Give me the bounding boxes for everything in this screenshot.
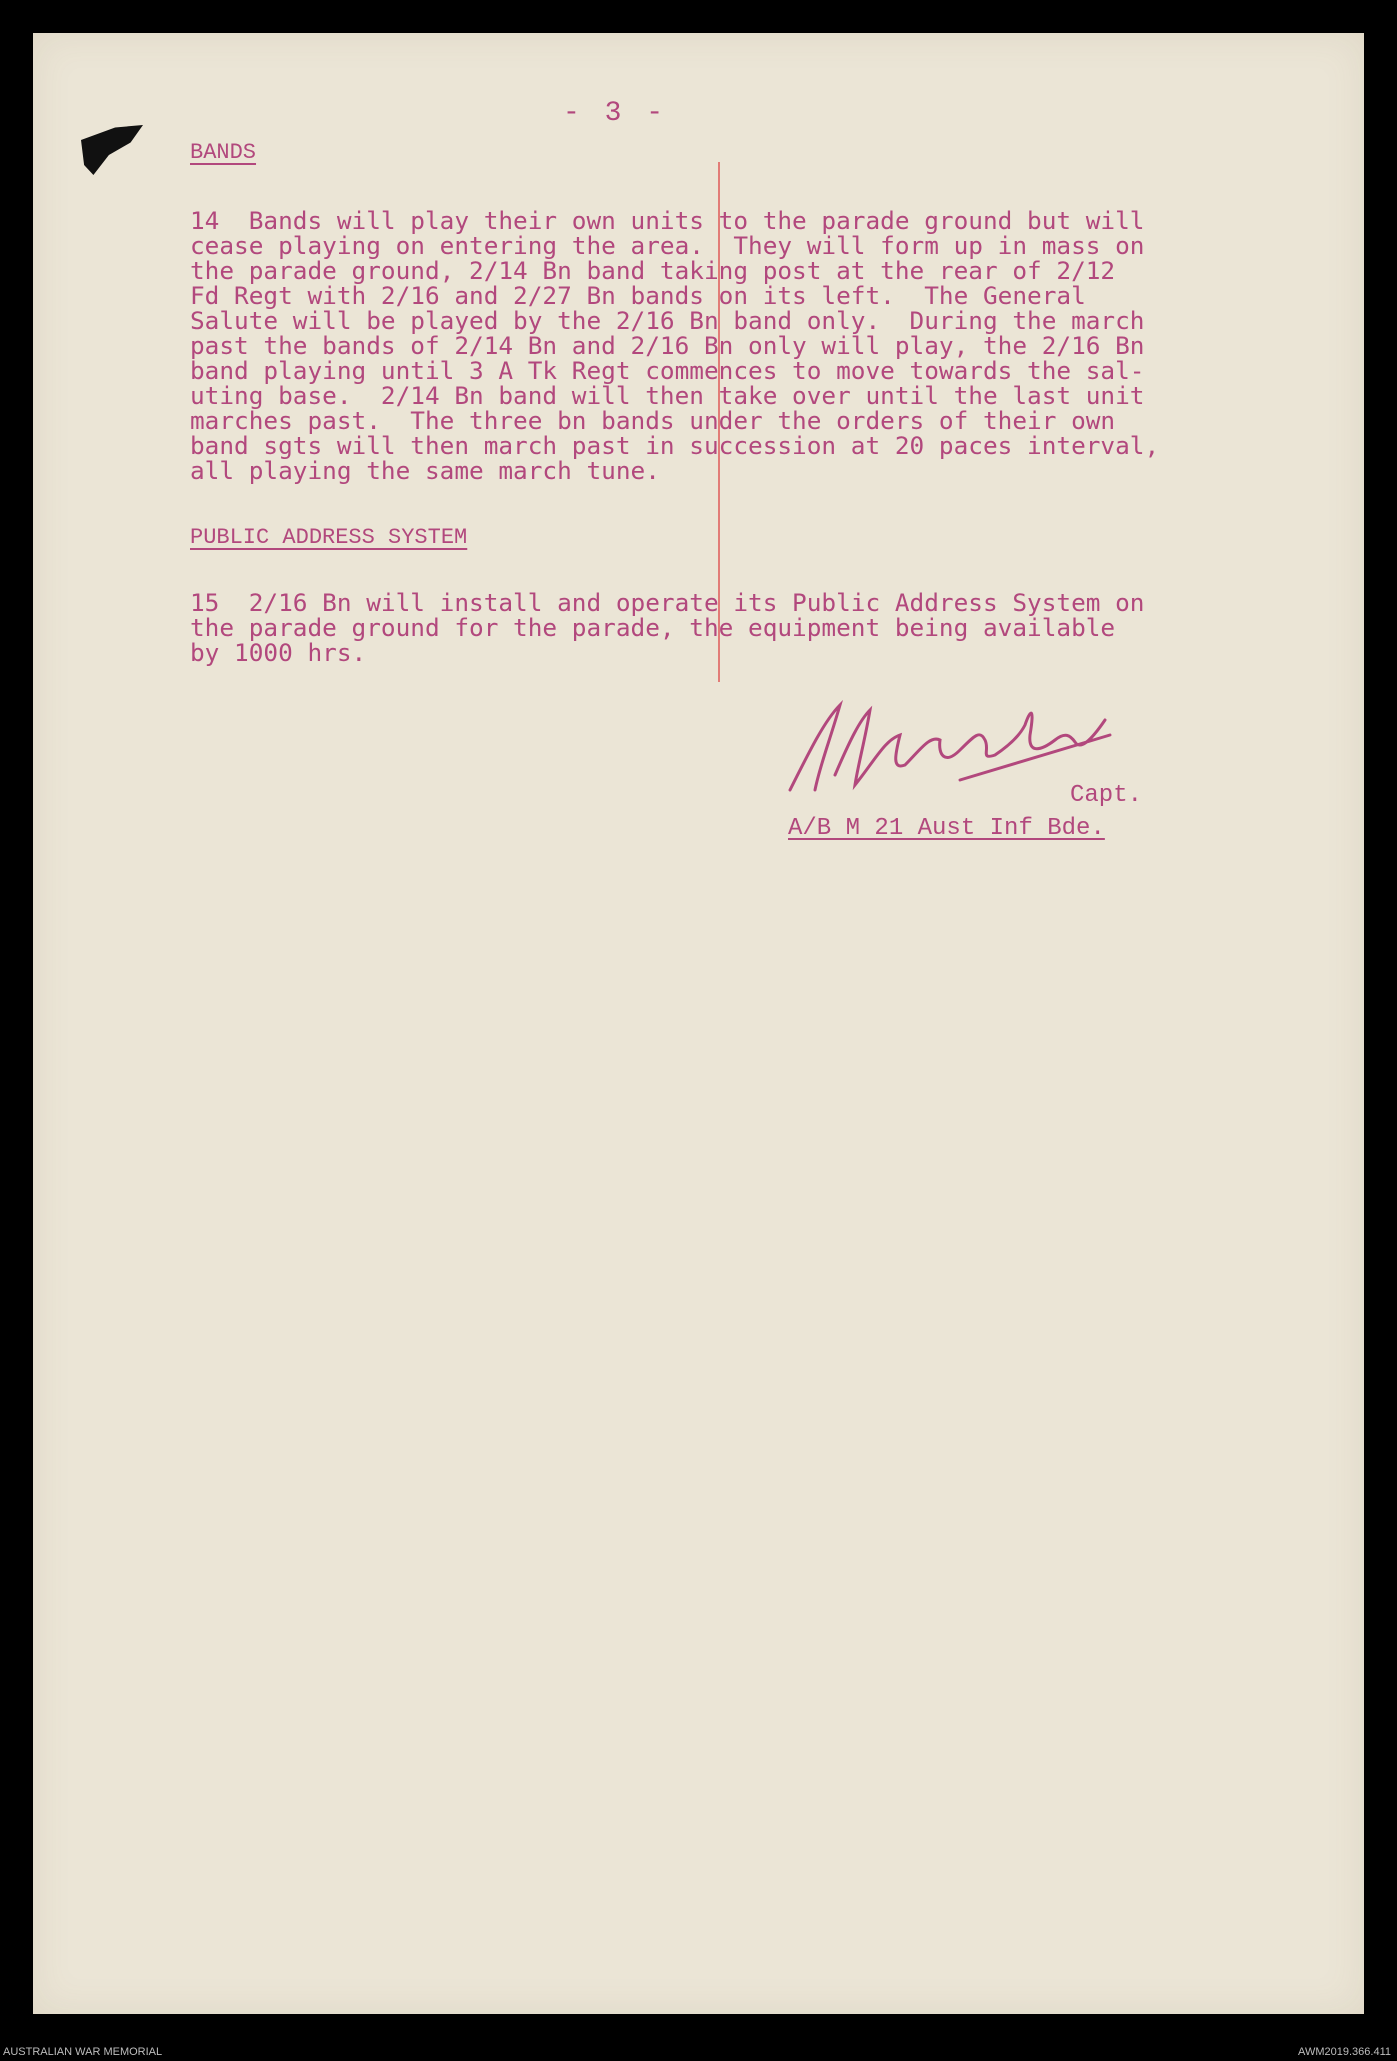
paragraph-public-address: 15 2/16 Bn will install and operate its Public Address System on the parade ground for the parade, the equipment being available by 1000 hrs. <box>190 588 1145 667</box>
torn-corner <box>81 125 143 175</box>
page-number: - 3 - <box>562 98 667 129</box>
signatory-rank: Capt. <box>1070 782 1143 809</box>
heading-public-address-system: PUBLIC ADDRESS SYSTEM <box>190 525 468 550</box>
footer-institution: AUSTRALIAN WAR MEMORIAL <box>3 2046 163 2058</box>
footer-accession-number: AWM2019.366.411 <box>1298 2046 1391 2058</box>
signatory-appointment: A/B M 21 Aust Inf Bde. <box>788 815 1105 842</box>
paragraph-bands: 14 Bands will play their own units to the parade ground but will cease playing on entering the area. They will form up in mass on the parade ground, 2/14 Bn band taking post at the rear of 2/12 Fd Regt with 2/16 and 2/27 Bn bands on its left. The General Salute will be played by the 2/16 Bn band only. During the march past the bands of 2/14 Bn and 2/16 Bn only will play, the 2/16 Bn band playing until 3 A Tk Regt commences to move towards the sal- uting base. 2/14 Bn band will then take over until the last unit marches past. The three bn bands under the orders of their own band sgts will then march past in succession at 20 paces interval, all playing the same march tune. <box>190 206 1160 485</box>
heading-bands: BANDS <box>190 140 257 165</box>
